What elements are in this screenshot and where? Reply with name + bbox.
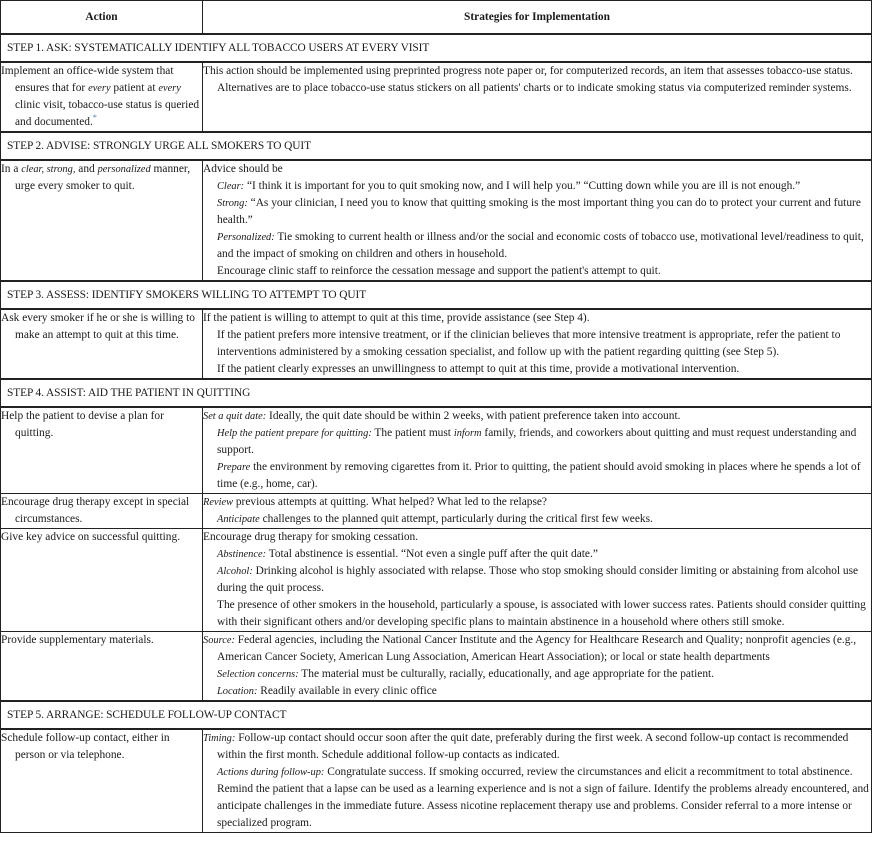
- step-2-title: STEP 2. ADVISE: STRONGLY URGE ALL SMOKERS TO QUIT: [1, 132, 872, 160]
- action-cell: [1, 62, 203, 132]
- header-strategies: Strategies for Implementation: [203, 1, 872, 35]
- strategy-line: Clear: “I think it is important for you to quit smoking now, and I will help you.” “Cutting down while you are ill is not enough.”: [217, 180, 801, 192]
- action-text: In a clear, strong, and personalized manner, urge every smoker to quit.: [1, 163, 191, 192]
- table-row: [1, 529, 872, 632]
- strategy-line: If the patient clearly expresses an unwillingness to attempt to quit at this time, provide a motivational intervention.: [217, 363, 740, 375]
- step-4-title: STEP 4. ASSIST: AID THE PATIENT IN QUITTING: [1, 379, 872, 407]
- strategy-line: This action should be implemented using preprinted progress note paper or, for computerized records, an item that assesses tobacco-use status.: [203, 65, 853, 77]
- step-3-row: [1, 281, 872, 309]
- strategy-line: Abstinence: Total abstinence is essential. “Not even a single puff after the quit date.”: [217, 548, 598, 560]
- step-5-row: [1, 701, 872, 729]
- strategy-line: Set a quit date: Ideally, the quit date should be within 2 weeks, with patient preference taken into account.: [203, 410, 681, 422]
- strategy-cell: [203, 407, 872, 494]
- strategy-line: Alcohol: Drinking alcohol is highly associated with relapse. Those who stop smoking should consider limiting or abstaining from alcohol use during the quit process.: [217, 565, 859, 594]
- strategy-cell: [203, 529, 872, 632]
- step-3-title: STEP 3. ASSESS: IDENTIFY SMOKERS WILLING TO ATTEMPT TO QUIT: [1, 281, 872, 309]
- action-text: Give key advice on successful quitting.: [1, 531, 181, 543]
- strategy-line: Timing: Follow-up contact should occur soon after the quit date, preferably during the first week. A second follow-up contact is recommended within the first month. Schedule additional follow-up contacts as indicated.: [203, 732, 849, 761]
- table-row: [1, 632, 872, 702]
- strategy-cell: [203, 309, 872, 379]
- strategy-line: Prepare the environment by removing cigarettes from it. Prior to quitting, the patient should avoid smoking in places where he spends a lot of time (e.g., home, car).: [217, 461, 861, 490]
- strategy-line: Anticipate challenges to the planned quit attempt, particularly during the critical first few weeks.: [217, 513, 653, 525]
- strategy-line: Location: Readily available in every clinic office: [217, 685, 437, 697]
- table-row: [1, 729, 872, 833]
- step-1-title: STEP 1. ASK: SYSTEMATICALLY IDENTIFY ALL TOBACCO USERS AT EVERY VISIT: [1, 34, 872, 62]
- table-row: [1, 160, 872, 281]
- strategy-cell: [203, 632, 872, 702]
- step-5-title: STEP 5. ARRANGE: SCHEDULE FOLLOW-UP CONTACT: [1, 701, 872, 729]
- strategy-line: The presence of other smokers in the household, particularly a spouse, is associated with lower success rates. Patients should consider quitting with their significant others and/or developing specific plans to maintain abstinence in a household where others still smoke.: [217, 599, 866, 628]
- action-text: Ask every smoker if he or she is willing to make an attempt to quit at this time.: [1, 312, 195, 341]
- strategy-line: Selection concerns: The material must be culturally, racially, educationally, and age appropriate for the patient.: [217, 668, 715, 680]
- strategy-line: Personalized: Tie smoking to current health or illness and/or the social and economic costs of tobacco use, motivational level/readiness to quit, and the impact of smoking on children and others in household.: [217, 231, 864, 260]
- table-row: [1, 494, 872, 529]
- action-cell: [1, 309, 203, 379]
- footnote-marker[interactable]: *: [92, 113, 97, 123]
- strategy-line: Source: Federal agencies, including the National Cancer Institute and the Agency for Healthcare Research and Quality; nonprofit agencies (e.g., American Cancer Society, American Lung Association, American Heart Association); or local or state health departments: [203, 634, 857, 663]
- strategy-line: Help the patient prepare for quitting: The patient must inform family, friends, and coworkers about quitting and must request understanding and support.: [217, 427, 857, 456]
- strategy-line: Advice should be: [203, 163, 283, 175]
- strategy-line: If the patient is willing to attempt to quit at this time, provide assistance (see Step 4).: [203, 312, 590, 324]
- strategy-line: Strong: “As your clinician, I need you to know that quitting smoking is the most important thing you can do to protect your current and future health.”: [217, 197, 861, 226]
- step-4-row: [1, 379, 872, 407]
- table-row: [1, 309, 872, 379]
- action-cell: [1, 407, 203, 494]
- strategy-line: Actions during follow-up: Congratulate success. If smoking occurred, review the circumstances and elicit a recommitment to total abstinence. Remind the patient that a lapse can be used as a learning experience and is not a sign of failure. Identify the problems already encountered, and anticipate challenges in the immediate future. Assess nicotine replacement therapy use and problems. Consider referral to a more intense or specialized program.: [217, 766, 869, 829]
- step-2-row: [1, 132, 872, 160]
- strategy-cell: [203, 62, 872, 132]
- step-1-row: [1, 34, 872, 62]
- strategy-cell: [203, 729, 872, 833]
- table-row: [1, 62, 872, 132]
- action-text: Encourage drug therapy except in special circumstances.: [1, 496, 190, 525]
- action-cell: [1, 494, 203, 529]
- strategy-line: Encourage clinic staff to reinforce the cessation message and support the patient's attempt to quit.: [217, 265, 661, 277]
- action-cell: [1, 632, 203, 702]
- header-row: [1, 1, 872, 35]
- action-cell: [1, 529, 203, 632]
- action-text: Schedule follow-up contact, either in person or via telephone.: [1, 732, 170, 761]
- strategy-line: If the patient prefers more intensive treatment, or if the clinician believes that more intensive treatment is appropriate, refer the patient to interventions administered by a smoking cessation specialist, and follow up with the patient regarding quitting (see Step 5).: [217, 329, 841, 358]
- action-text: Provide supplementary materials.: [1, 634, 154, 646]
- strategy-cell: [203, 160, 872, 281]
- strategy-cell: [203, 494, 872, 529]
- strategy-line: Review previous attempts at quitting. What helped? What led to the relapse?: [203, 496, 547, 508]
- header-action: Action: [1, 1, 203, 35]
- action-cell: [1, 729, 203, 833]
- table-row: [1, 407, 872, 494]
- strategy-line: Encourage drug therapy for smoking cessation.: [203, 531, 419, 543]
- strategy-line: Alternatives are to place tobacco-use status stickers on all patients' charts or to indicate smoking status via computerized reminder systems.: [217, 82, 852, 94]
- action-text: Implement an office-wide system that ensures that for every patient at every clinic visit, tobacco-use status is queried and documented.*: [1, 65, 200, 128]
- action-cell: [1, 160, 203, 281]
- action-text: Help the patient to devise a plan for quitting.: [1, 410, 164, 439]
